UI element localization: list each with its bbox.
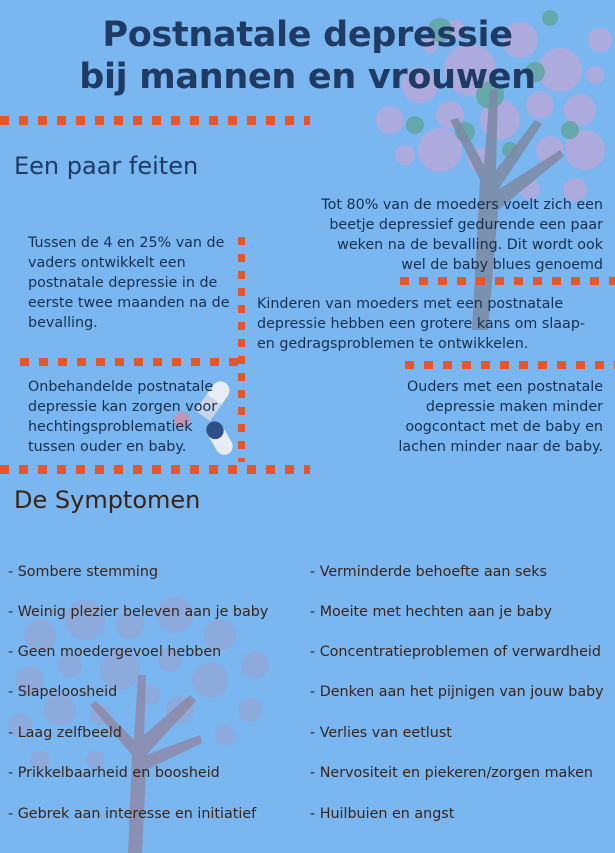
title-line-2: bij mannen en vrouwen [79, 57, 536, 97]
fact-attachment: Onbehandelde postnatale depressie kan zorgen voor hechtingsproblematiek tussen ouder en baby. [28, 379, 218, 455]
dashed-divider-bottom [0, 465, 310, 474]
fact-eye-contact: Ouders met een postnatale depressie maken minder oogcontact met de baby en lachen minder naar de baby. [398, 379, 603, 455]
list-item: - Weinig plezier beleven aan je baby [8, 604, 269, 620]
fact-children: Kinderen van moeders met een postnatale depressie hebben een grotere kans om slaap- en gedragsproblemen te ontwikkelen. [257, 296, 586, 352]
list-item: - Verlies van eetlust [310, 725, 452, 741]
dashed-divider-mid-left [20, 358, 240, 366]
list-item: - Laag zelfbeeld [8, 725, 122, 741]
list-item: - Sombere stemming [8, 564, 159, 580]
list-item: - Moeite met hechten aan je baby [310, 604, 552, 620]
dashed-divider-vertical [238, 237, 245, 462]
list-item: - Nervositeit en piekeren/zorgen maken [310, 765, 593, 781]
fact-fathers: Tussen de 4 en 25% van de vaders ontwikkelt een postnatale depressie in de eerste twee maanden na de bevalling. [28, 235, 230, 331]
list-item: - Prikkelbaarheid en boosheid [8, 765, 220, 781]
list-item: - Huilbuien en angst [310, 806, 455, 822]
symptoms-heading: De Symptomen [14, 486, 201, 514]
dashed-divider-right-upper [400, 277, 615, 285]
fact-baby-blues: Tot 80% van de moeders voelt zich een beetje depressief gedurende een paar weken na de bevalling. Dit wordt ook wel de baby blues genoemd [321, 197, 603, 273]
list-item: - Geen moedergevoel hebben [8, 644, 222, 660]
list-item: - Slapeloosheid [8, 684, 118, 700]
dashed-divider-top [0, 116, 310, 125]
list-item: - Verminderde behoefte aan seks [310, 564, 547, 580]
page-title [0, 14, 615, 98]
list-item: - Gebrek aan interesse en initiatief [8, 806, 257, 822]
dashed-divider-right-lower [405, 361, 615, 369]
facts-heading: Een paar feiten [14, 152, 199, 180]
list-item: - Concentratieproblemen of verwardheid [310, 644, 601, 660]
list-item: - Denken aan het pijnigen van jouw baby [310, 684, 604, 700]
title-line-1: Postnatale depressie [102, 15, 513, 55]
